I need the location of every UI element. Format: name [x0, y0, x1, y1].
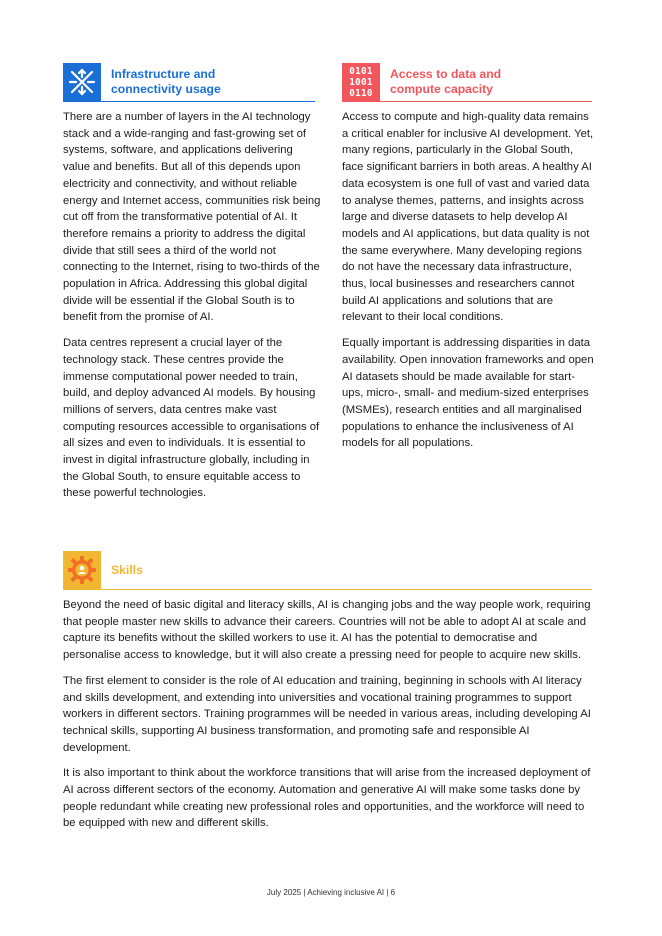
- skills-title: Skills: [111, 562, 143, 577]
- paragraph: Access to compute and high-quality data remains a critical enabler for inclusive AI development. Yet, many regions, particularly in the Global South, face significant barriers in both areas. A healthy AI data ecosystem is one full of vast and varied data to analyse themes, patterns, and insights across large and diverse datasets to help develop AI models and AI applications, but data quality is not the same everywhere. Many developing regions do not have the necessary data infrastructure, thus, local businesses and researchers cannot build AI applications and solutions that are relevant to their local conditions.: [342, 111, 594, 324]
- data-access-body: [342, 109, 596, 461]
- network-arrows-icon: [63, 63, 101, 101]
- gear-person-icon: [63, 551, 101, 589]
- binary-data-icon: 0101 1001 0110: [342, 63, 380, 101]
- skills-body: [63, 597, 597, 841]
- paragraph: It is also important to think about the workforce transitions that will arise from the increased deployment of AI across different sectors of the economy. Automation and generative AI will make some tasks done by people redundant while creating new professional roles and opportunities, and the workforce will need to be equipped with new and different skills.: [63, 767, 591, 830]
- paragraph: Data centres represent a crucial layer of the technology stack. These centres provide the immense computational power needed to train, build, and deploy advanced AI models. By housing millions of servers, data centres make vast computing resources accessible to organisations of all sizes and even to individuals. It is essential to invest in digital infrastructure globally, including in the Global South, to ensure equitable access to these powerful technologies.: [63, 337, 320, 500]
- page-footer: July 2025 | Achieving inclusive AI | 6: [266, 888, 396, 897]
- paragraph: Equally important is addressing disparities in data availability. Open innovation frameworks and open AI datasets should be made available for start-ups, micro-, small- and medium-sized enterprises (MSMEs), research entities and all marginalised populations to enhance the inclusiveness of AI models for all populations.: [342, 337, 594, 450]
- data-access-heading: [342, 63, 501, 101]
- paragraph: There are a number of layers in the AI technology stack and a wide-ranging and fast-growing set of systems, software, and applications delivering value and benefits. But all of this depends upon electricity and connectivity, and without reliable energy and Internet access, communities risk being cut off from the transformative potential of AI. It therefore remains a priority to address the digital divide that still sees a third of the world not connecting to the Internet, rising to two-thirds of the population in Africa. Addressing this global digital divide will be essential if the Global South is to benefit from the promise of AI.: [63, 111, 321, 324]
- skills-rule: [63, 589, 592, 590]
- skills-heading: [63, 551, 143, 589]
- data-access-title: Access to data and compute capacity: [390, 67, 502, 96]
- infrastructure-heading: [63, 63, 221, 101]
- infrastructure-title: Infrastructure and connectivity usage: [111, 67, 221, 96]
- infrastructure-rule: [63, 101, 315, 102]
- paragraph: Beyond the need of basic digital and literacy skills, AI is changing jobs and the way people work, requiring that people master new skills to advance their careers. Countries will not be able to adopt AI at scale and capture its benefits without the skilled workers to use it. AI has the potential to democratise and personalise access to knowledge, but it will also create a pressing need for people to acquire new skills.: [63, 599, 591, 662]
- infrastructure-body: [63, 109, 322, 511]
- paragraph: The first element to consider is the role of AI education and training, beginning in schools with AI literacy and skills development, and extending into universities and vocational training programmes to support workers in different sectors. Training programmes will be needed in various areas, including developing AI technical skills, supporting AI business transformation, and promoting safe and responsible AI development.: [63, 674, 591, 754]
- data-access-rule: [342, 101, 592, 102]
